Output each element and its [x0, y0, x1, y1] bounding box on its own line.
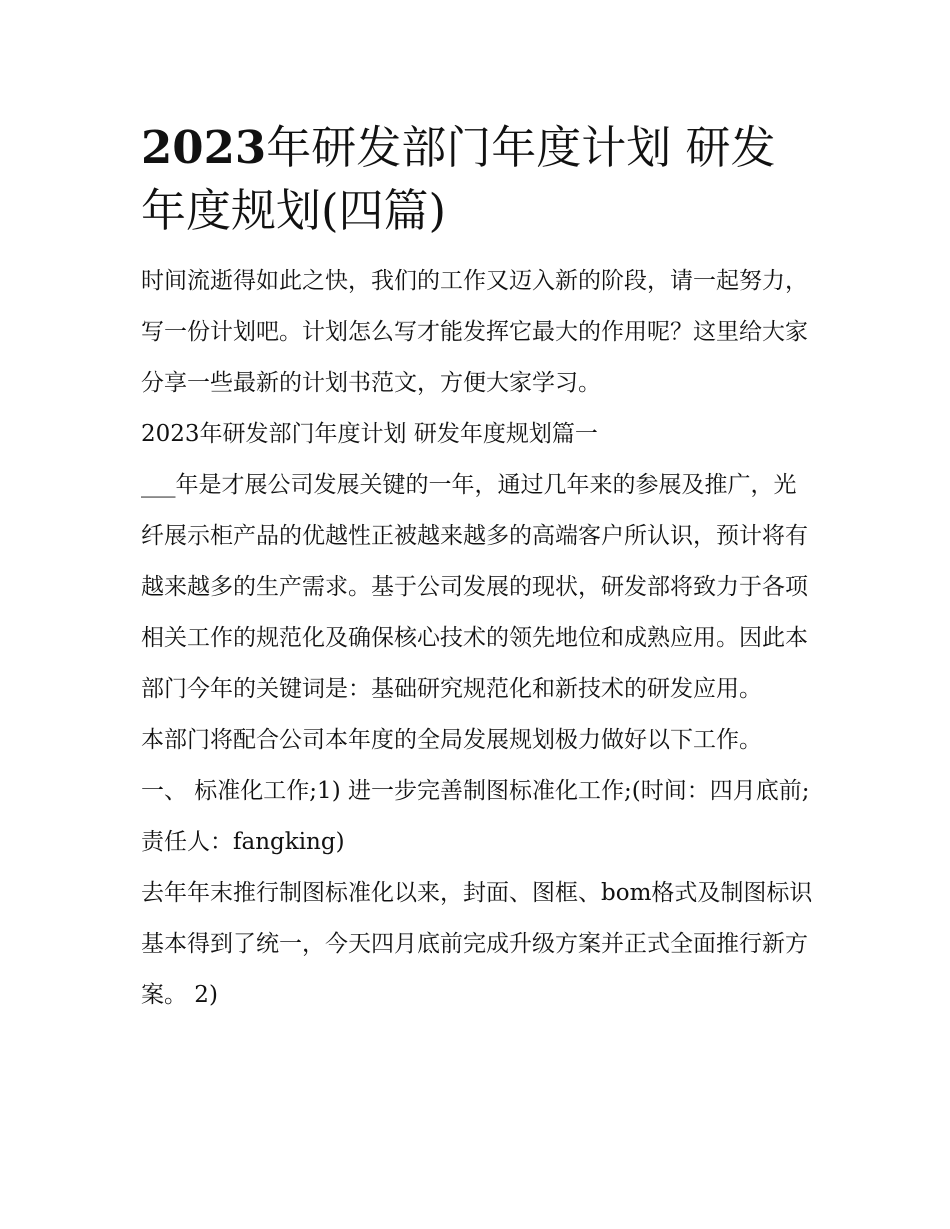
body-paragraph: ___年是才展公司发展关键的一年，通过几年来的参展及推广，光纤展示柜产品的优越性正被越来越多的高端客户所认识，预计将有越来越多的生产需求。基于公司发展的现状，研发部将致力于各项相关工作的规范化及确保核心技术的领先地位和成熟应用。因此本部门今年的关键词是：基础研究规范化和新技术的研发应用。	[141, 472, 808, 702]
title-text: 年研发部门年度计划 研发年度规划(四篇)	[141, 121, 776, 237]
body-paragraph: 本部门将配合公司本年度的全局发展规划极力做好以下工作。	[141, 727, 762, 753]
document-page	[141, 116, 816, 1021]
intro-paragraph: 时间流逝得如此之快，我们的工作又迈入新的阶段，请一起努力，写一份计划吧。计划怎么写才能发挥它最大的作用呢？这里给大家分享一些最新的计划书范文，方便大家学习。	[141, 268, 808, 396]
body-paragraph: 一、 标准化工作;1) 进一步完善制图标准化工作;(时间：四月底前;责任人：fangking)	[141, 778, 810, 855]
title-year: 2023	[141, 121, 267, 174]
document-title	[141, 116, 816, 242]
body-paragraph: 去年年末推行制图标准化以来，封面、图框、bom格式及制图标识基本得到了统一，今天四月底前完成升级方案并正式全面推行新方案。 2)	[141, 880, 813, 1008]
section-heading: 2023年研发部门年度计划 研发年度规划篇一	[141, 421, 598, 447]
